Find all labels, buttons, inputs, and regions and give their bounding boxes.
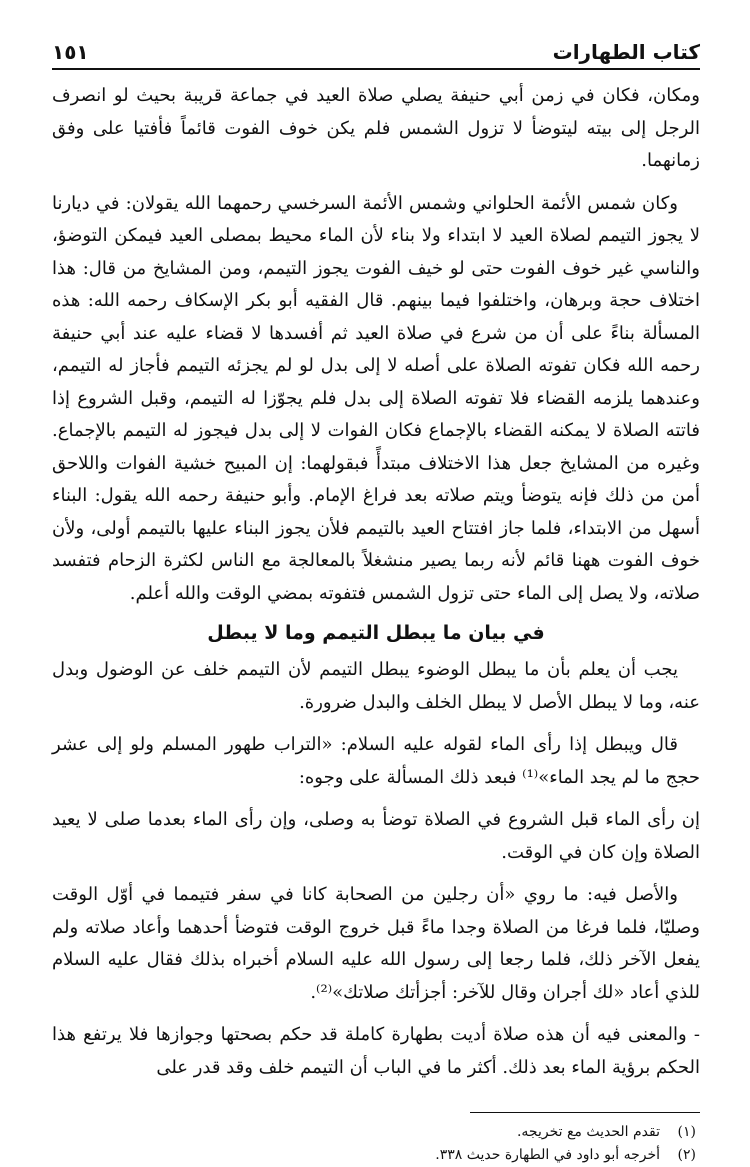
paragraph: والأصل فيه: ما روي «أن رجلين من الصحابة كانا في سفر فتيمما في أوّل الوقت وصليّا، فلما فرغا من الصلاة وجدا ماءً قبل خروج الوقت فتوضأ أحدهما وأعاد صلاته ولم يفعل الآخر ذلك، فلما رجعا إلى رسول الله عليه السلام أخبراه بذلك فقال عليه السلام للذي أعاد «لك أجران وقال للآخر: أجزأتك صلاتك»⁽²⁾. <box>52 884 700 1003</box>
footnote-divider <box>470 1112 700 1113</box>
footnote <box>52 1121 696 1144</box>
footnote <box>52 1144 696 1167</box>
page-header <box>52 30 700 70</box>
footnote-text: أخرجه أبو داود في الطهارة حديث ٣٣٨. <box>435 1147 660 1163</box>
book-title: كتاب الطهارات <box>552 40 700 64</box>
paragraph: إن رأى الماء قبل الشروع في الصلاة توضأ به وصلى، وإن رأى الماء بعدما صلى لا يعيد الصلاة وإن كان في الوقت. <box>52 809 700 863</box>
footnote-number: (١) <box>677 1124 696 1140</box>
paragraph: ومكان، فكان في زمن أبي حنيفة يصلي صلاة العيد في جماعة قريبة بحيث لو انصرف الرجل إلى بيته ليتوضأ لا تزول الشمس فلم يكن خوف الفوت قائماً فأفتيا على وفق زمانهما. <box>52 85 700 171</box>
book-page <box>52 30 700 1167</box>
section-heading: في بيان ما يبطل التيمم وما لا يبطل <box>207 622 545 644</box>
paragraph: يجب أن يعلم بأن ما يبطل الوضوء يبطل التيمم لأن التيمم خلف عن الوضول وبدل عنه، وما لا يبطل الأصل لا يبطل الخلف والبدل ضرورة. <box>52 659 700 713</box>
footnote-text: تقدم الحديث مع تخريجه. <box>516 1124 660 1140</box>
footnotes <box>52 1121 700 1167</box>
paragraph: قال ويبطل إذا رأى الماء لقوله عليه السلام: «التراب طهور المسلم ولو إلى عشر حجج ما لم يجد الماء»⁽¹⁾ فبعد ذلك المسألة على وجوه: <box>52 734 700 788</box>
paragraph: وكان شمس الأئمة الحلواني وشمس الأئمة السرخسي رحمهما الله يقولان: في ديارنا لا يجوز التيمم لصلاة العيد لا ابتداء ولا بناء لأن الماء محيط بمصلى العيد فيمكن التوضؤ، والناسي غير خوف الفوت حتى لو خيف الفوت يجوز التيمم، ومن المشايخ من قال: هذا اختلاف حجة وبرهان، واختلفوا فيما بينهم. قال الفقيه أبو بكر الإسكاف رحمه الله: هذه المسألة بناءً على أن من شرع في صلاة العيد ثم أفسدها لا قضاء عليه عند أبي حنيفة رحمه الله فكان تفوته الصلاة على أصله لا إلى بدل لو لم يجزئه التيمم فأجاز له التيمم، وعندهما يلزمه القضاء فلا تفوته الصلاة إلى بدل فلم يجوّزا له التيمم، وقبل الشروع إذا فاتته الصلاة لا يمكنه القضاء بالإجماع فكان الفوات لا إلى بدل فيجوز له التيمم بالإجماع. وغيره من المشايخ جعل هذا الاختلاف مبتدأً فبقولهما: إن المبيح خشية الفوات واللاحق أمن من ذلك فإنه يتوضأ ويتم صلاته بعد فراغ الإمام. وأبو حنيفة رحمه الله يقول: البناء أسهل من الابتداء، فلما جاز افتتاح العيد بالتيمم فلأن يجوز البناء عليها بالتيمم أولى، ولأن خوف الفوت ههنا قائم لأنه ربما يصير منشغلاً بالمعالجة مع الناس لكثرة الزحام فتفسد صلاته، ولا يصل إلى الماء حتى تزول الشمس فتفوته بمضي الوقت والله أعلم. <box>52 192 701 604</box>
paragraph: - والمعنى فيه أن هذه صلاة أديت بطهارة كاملة قد حكم بصحتها وجوازها فلا يرتفع هذا الحكم برؤية الماء بعد ذلك. أكثر ما في الباب أن التيمم خلف وقد قدر على <box>52 1024 700 1078</box>
page-number: ١٥١ <box>52 40 89 64</box>
page-body <box>52 80 700 1084</box>
footnote-number: (٢) <box>677 1147 696 1163</box>
